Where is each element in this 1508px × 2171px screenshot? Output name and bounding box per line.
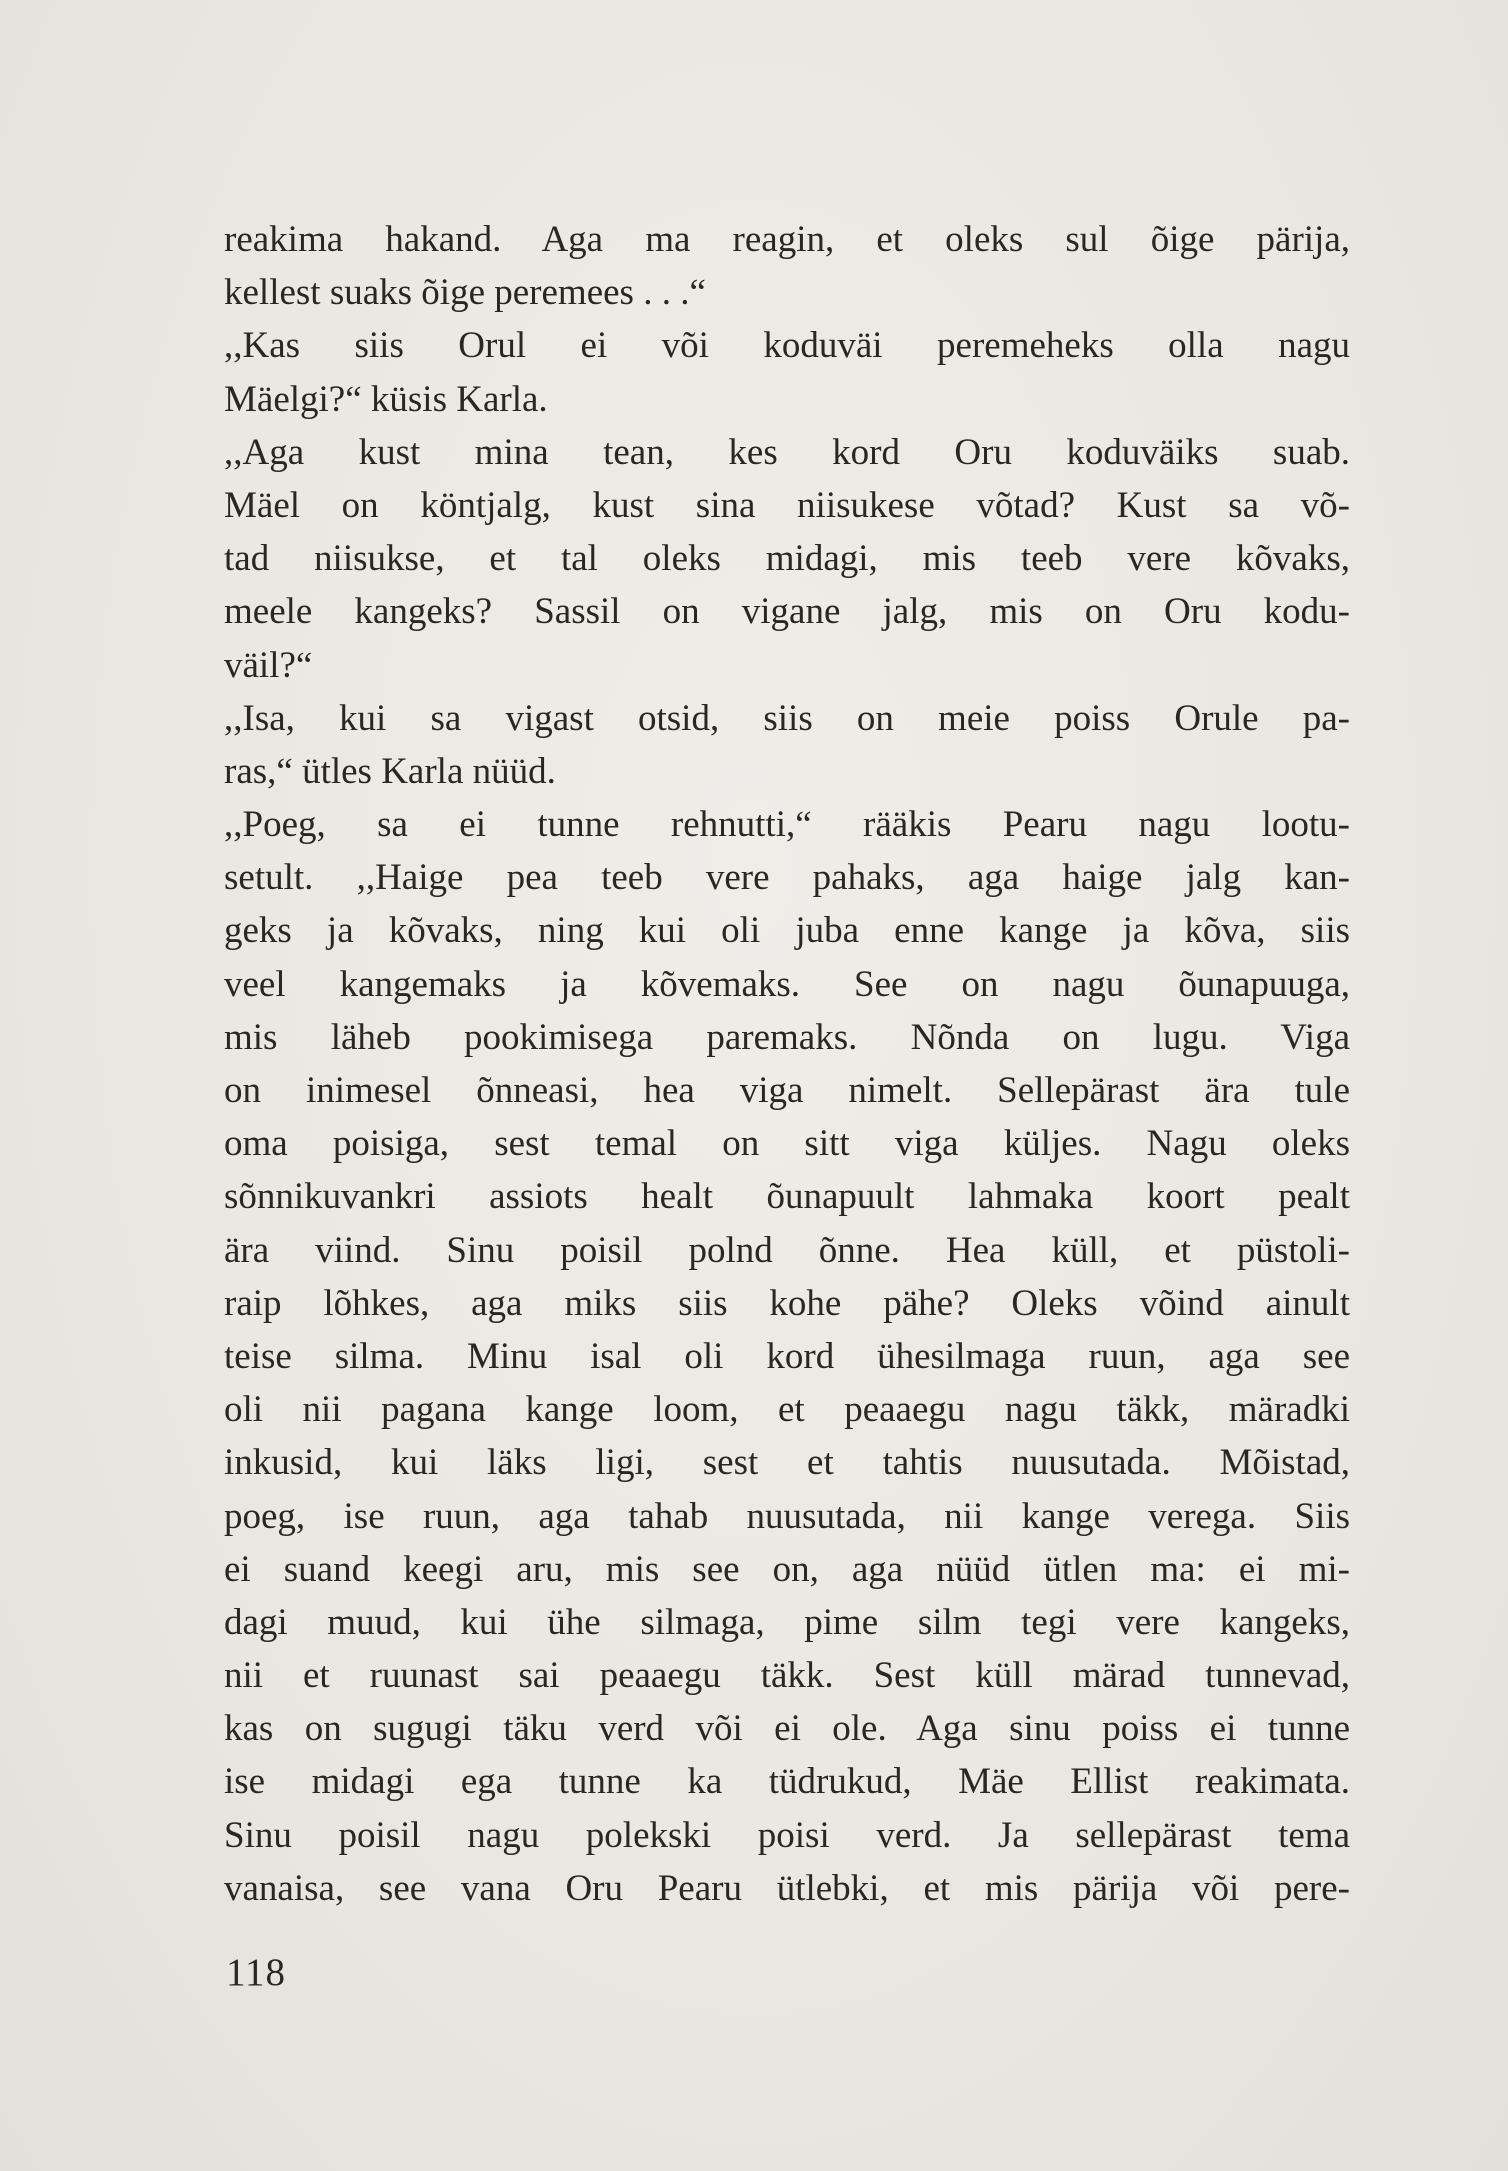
text-line: ära viind. Sinu poisil polnd õnne. Hea küll, et püstoli- — [224, 1229, 1350, 1271]
text-line: reakima hakand. Aga ma reagin, et oleks sul õige pärija, — [224, 219, 1350, 260]
text-line: tad niisukse, et tal oleks midagi, mis teeb vere kõvaks, — [224, 538, 1350, 580]
text-line: ,,Kas siis Orul ei või koduväi peremeheks olla nagu — [224, 325, 1350, 367]
page-number: 118 — [226, 1951, 287, 1994]
text-line: nii et ruunast sai peaaegu täkk. Sest küll märad tunnevad, — [224, 1655, 1350, 1697]
text-line: Mäel on köntjalg, kust sina niisukese võtad? Kust sa võ- — [224, 484, 1350, 526]
text-line: inkusid, kui läks ligi, sest et tahtis nuusutada. Mõistad, — [224, 1442, 1350, 1484]
text-line: Mäelgi?“ küsis Karla. — [224, 378, 548, 420]
text-line: sõnnikuvankri assiots healt õunapuult lahmaka koort pealt — [224, 1176, 1350, 1218]
text-line: dagi muud, kui ühe silmaga, pime silm tegi vere kangeks, — [224, 1601, 1350, 1643]
text-line: ise midagi ega tunne ka tüdrukud, Mäe Ellist reakimata. — [224, 1761, 1350, 1803]
text-line: raip lõhkes, aga miks siis kohe pähe? Oleks võind ainult — [224, 1282, 1350, 1324]
text-line: poeg, ise ruun, aga tahab nuusutada, nii kange verega. Siis — [224, 1495, 1350, 1537]
text-line: mis läheb pookimisega paremaks. Nõnda on lugu. Viga — [224, 1016, 1350, 1058]
text-line: teise silma. Minu isal oli kord ühesilmaga ruun, aga see — [224, 1335, 1350, 1377]
text-line: väil?“ — [224, 644, 313, 686]
text-line: oma poisiga, sest temal on sitt viga küljes. Nagu oleks — [224, 1123, 1350, 1165]
text-line: vanaisa, see vana Oru Pearu ütlebki, et mis pärija või pere- — [224, 1867, 1350, 1909]
text-line: Sinu poisil nagu polekski poisi verd. Ja sellepärast tema — [224, 1814, 1350, 1856]
body-text — [224, 213, 1350, 1915]
text-line: meele kangeks? Sassil on vigane jalg, mis on Oru kodu- — [224, 591, 1350, 633]
text-line: oli nii pagana kange loom, et peaaegu nagu täkk, märadki — [224, 1389, 1350, 1431]
text-line: veel kangemaks ja kõvemaks. See on nagu õunapuuga, — [224, 963, 1350, 1005]
text-line: geks ja kõvaks, ning kui oli juba enne kange ja kõva, siis — [224, 910, 1350, 952]
text-line: setult. ,,Haige pea teeb vere pahaks, aga haige jalg kan- — [224, 857, 1350, 899]
text-line: on inimesel õnneasi, hea viga nimelt. Sellepärast ära tule — [224, 1070, 1350, 1111]
text-line: ,,Isa, kui sa vigast otsid, siis on meie poiss Orule pa- — [224, 697, 1350, 739]
text-line: ras,“ ütles Karla nüüd. — [224, 750, 556, 792]
text-line: kellest suaks õige peremees . . .“ — [224, 272, 706, 314]
text-line: kas on sugugi täku verd või ei ole. Aga sinu poiss ei tunne — [224, 1708, 1350, 1750]
text-line: ei suand keegi aru, mis see on, aga nüüd ütlen ma: ei mi- — [224, 1548, 1350, 1590]
text-line: ,,Poeg, sa ei tunne rehnutti,“ rääkis Pearu nagu lootu- — [224, 804, 1350, 846]
text-line: ,,Aga kust mina tean, kes kord Oru koduväiks suab. — [224, 431, 1350, 473]
